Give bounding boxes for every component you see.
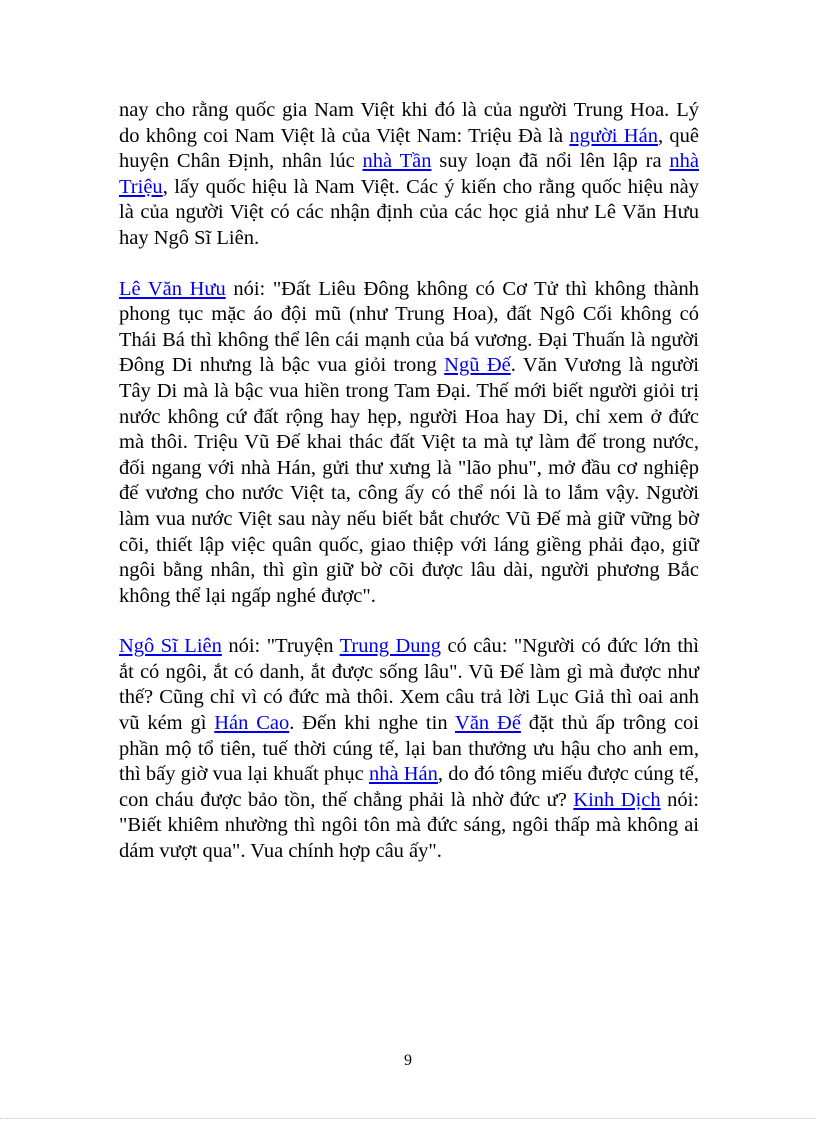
text-segment: , do đó tông miếu được cúng tế, con cháu được bảo tồn, thế chẳng phải là nhờ đức ư? <box>119 763 699 811</box>
page-number: 9 <box>404 1052 412 1069</box>
link-kinh-dich[interactable]: Kinh Dịch <box>573 788 661 811</box>
link-han-cao[interactable]: Hán Cao <box>214 712 290 735</box>
text-segment: nói: "Đất Liêu Đông không có Cơ Tử thì không thành phong tục mặc áo đội mũ (như Trung Hoa), đất Ngô Cối không có Thái Bá thì không thể lên cái mạnh của bá vương. Đại Thuấn là người Đông Di nhưng là bậc vua giỏi trong <box>119 277 699 377</box>
text-segment: nói: "Biết khiêm nhường thì ngôi tôn mà đức sáng, ngôi thấp mà không ai dám vượt qua". Vua chính hợp câu ấy". <box>119 788 699 863</box>
text-segment: . Văn Vương là người Tây Di mà là bậc vua hiền trong Tam Đại. Thế mới biết người giỏi trị nước không cứ đất rộng hay hẹp, người Hoa hay Di, chỉ xem ở đức mà thôi. Triệu Vũ Đế khai thác đất Việt ta mà tự làm đế trong nước, đối ngang với nhà Hán, gửi thư xưng là "lão phu", mở đầu cơ nghiệp đế vương cho nước Việt ta, công ấy có thể nói là to lắm vậy. Người làm vua nước Việt sau này nếu biết bắt chước Vũ Đế mà giữ vững bờ cõi, thiết lập việc quân quốc, giao thiệp với láng giềng phải đạo, giữ ngôi bằng nhân, thì gìn giữ bờ cõi được lâu dài, người phương Bắc không thể lại ngấp nghé được". <box>119 354 699 607</box>
text-segment: nay cho rằng quốc gia Nam Việt khi đó là của người Trung Hoa. Lý do không coi Nam Việt là của Việt Nam: Triệu Đà là <box>119 99 699 147</box>
link-nguoi-han[interactable]: người Hán <box>569 124 658 147</box>
paragraph-nam-viet-origin <box>119 98 699 252</box>
link-van-de[interactable]: Văn Đế <box>455 712 521 735</box>
link-nha-han[interactable]: nhà Hán <box>368 763 438 786</box>
text-segment: . Đến khi nghe tin <box>289 712 456 735</box>
text-segment: có câu: "Người có đức lớn thì ắt có ngôi, ắt có danh, ắt được sống lâu". Vũ Đế làm gì mà được như thế? Cũng chỉ vì có đức mà thôi. Xem câu trả lời Lục Giả thì oai anh vũ kém gì <box>119 635 699 735</box>
text-segment: , quê huyện Chân Định, nhân lúc <box>119 124 699 173</box>
paragraph-le-van-huu-quote <box>119 277 699 610</box>
link-ngo-si-lien[interactable]: Ngô Sĩ Liên <box>119 635 222 658</box>
text-segment: , lấy quốc hiệu là Nam Việt. Các ý kiến cho rằng quốc hiệu này là của người Việt có các nhận định của các học giả như Lê Văn Hưu hay Ngô Sĩ Liên. <box>119 175 699 249</box>
link-ngu-de[interactable]: Ngũ Đế <box>444 354 511 377</box>
link-nha-trieu[interactable]: nhà Triệu <box>119 150 699 198</box>
link-nha-tan[interactable]: nhà Tần <box>362 150 432 173</box>
text-segment: nói: "Truyện <box>221 635 340 658</box>
link-le-van-huu[interactable]: Lê Văn Hưu <box>119 277 226 300</box>
link-trung-dung[interactable]: Trung Dung <box>339 635 442 658</box>
text-segment: suy loạn đã nổi lên lập ra <box>431 150 670 173</box>
document-body <box>119 98 699 890</box>
text-segment: đặt thủ ấp trông coi phần mộ tổ tiên, tuế thời cúng tế, lại ban thưởng ưu hậu cho anh em, thì bấy giờ vua lại khuất phục <box>119 712 699 786</box>
page-bottom-divider <box>0 1118 816 1119</box>
paragraph-ngo-si-lien-quote <box>119 634 699 864</box>
